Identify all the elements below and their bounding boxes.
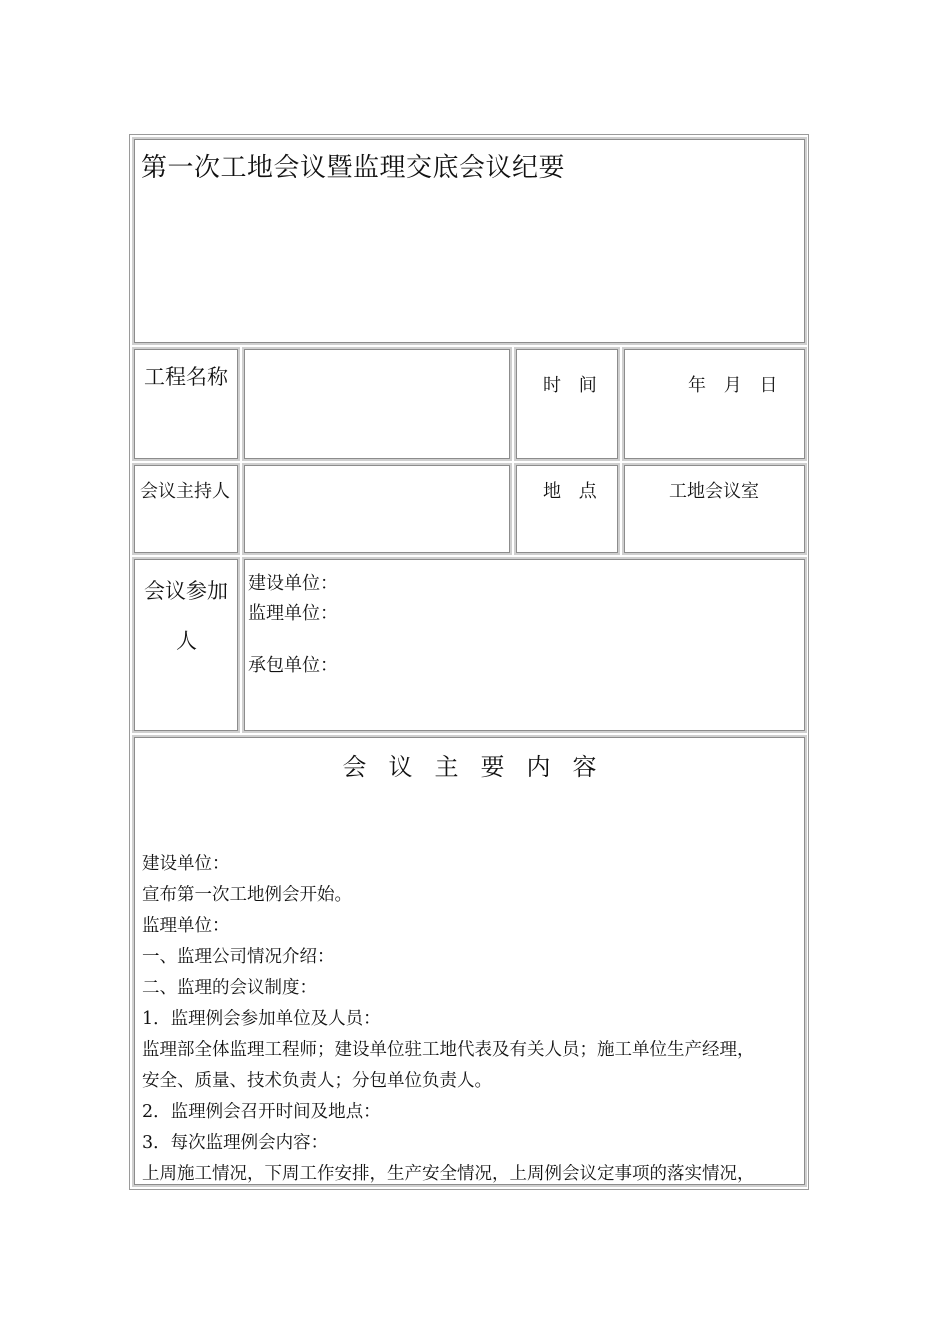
content-cell bbox=[132, 735, 807, 1187]
time-label: 时 间 bbox=[543, 375, 603, 396]
content-line: 建设单位： bbox=[142, 854, 230, 874]
document-title: 第一次工地会议暨监理交底会议纪要 bbox=[141, 153, 566, 183]
attendee-contractor: 承包单位： bbox=[248, 655, 338, 676]
attendees-value-cell[interactable] bbox=[242, 557, 807, 733]
host-label-cell bbox=[132, 463, 240, 555]
attendees-label-cell bbox=[132, 557, 240, 733]
attendees-label-line2: 人 bbox=[176, 629, 197, 653]
location-label: 地 点 bbox=[543, 481, 603, 502]
content-line: 安全、质量、技术负责人；分包单位负责人。 bbox=[142, 1071, 492, 1091]
project-name-label: 工程名称 bbox=[144, 365, 228, 389]
host-value-cell[interactable] bbox=[242, 463, 512, 555]
project-name-value-cell[interactable] bbox=[242, 347, 512, 461]
content-line: 3．每次监理例会内容： bbox=[142, 1133, 329, 1153]
content-line: 一、监理公司情况介绍： bbox=[142, 947, 335, 967]
location-value-cell[interactable] bbox=[622, 463, 807, 555]
content-line: 2．监理例会召开时间及地点： bbox=[142, 1102, 381, 1122]
title-cell bbox=[132, 137, 807, 345]
content-heading: 会议主要内容 bbox=[342, 753, 619, 781]
location-value: 工地会议室 bbox=[669, 481, 759, 502]
content-line: 上周施工情况，下周工作安排，生产安全情况，上周例会议定事项的落实情况， bbox=[142, 1164, 755, 1184]
content-body bbox=[142, 849, 806, 1190]
project-name-label-cell bbox=[132, 347, 240, 461]
content-line: 监理部全体监理工程师；建设单位驻工地代表及有关人员；施工单位生产经理， bbox=[142, 1040, 755, 1060]
attendee-supervisor: 监理单位： bbox=[248, 603, 338, 624]
attendee-owner: 建设单位： bbox=[248, 573, 338, 594]
location-label-cell bbox=[514, 463, 620, 555]
date-value: 年 月 日 bbox=[688, 375, 784, 396]
content-line: 监理单位： bbox=[142, 916, 230, 936]
content-line: 宣布第一次工地例会开始。 bbox=[142, 885, 352, 905]
attendees-label-line1: 会议参加 bbox=[144, 579, 228, 603]
meeting-minutes-form bbox=[129, 134, 809, 1190]
content-line: 二、监理的会议制度： bbox=[142, 978, 317, 998]
date-value-cell[interactable] bbox=[622, 347, 807, 461]
content-line: 1．监理例会参加单位及人员： bbox=[142, 1009, 381, 1029]
host-label: 会议主持人 bbox=[140, 481, 230, 502]
time-label-cell bbox=[514, 347, 620, 461]
